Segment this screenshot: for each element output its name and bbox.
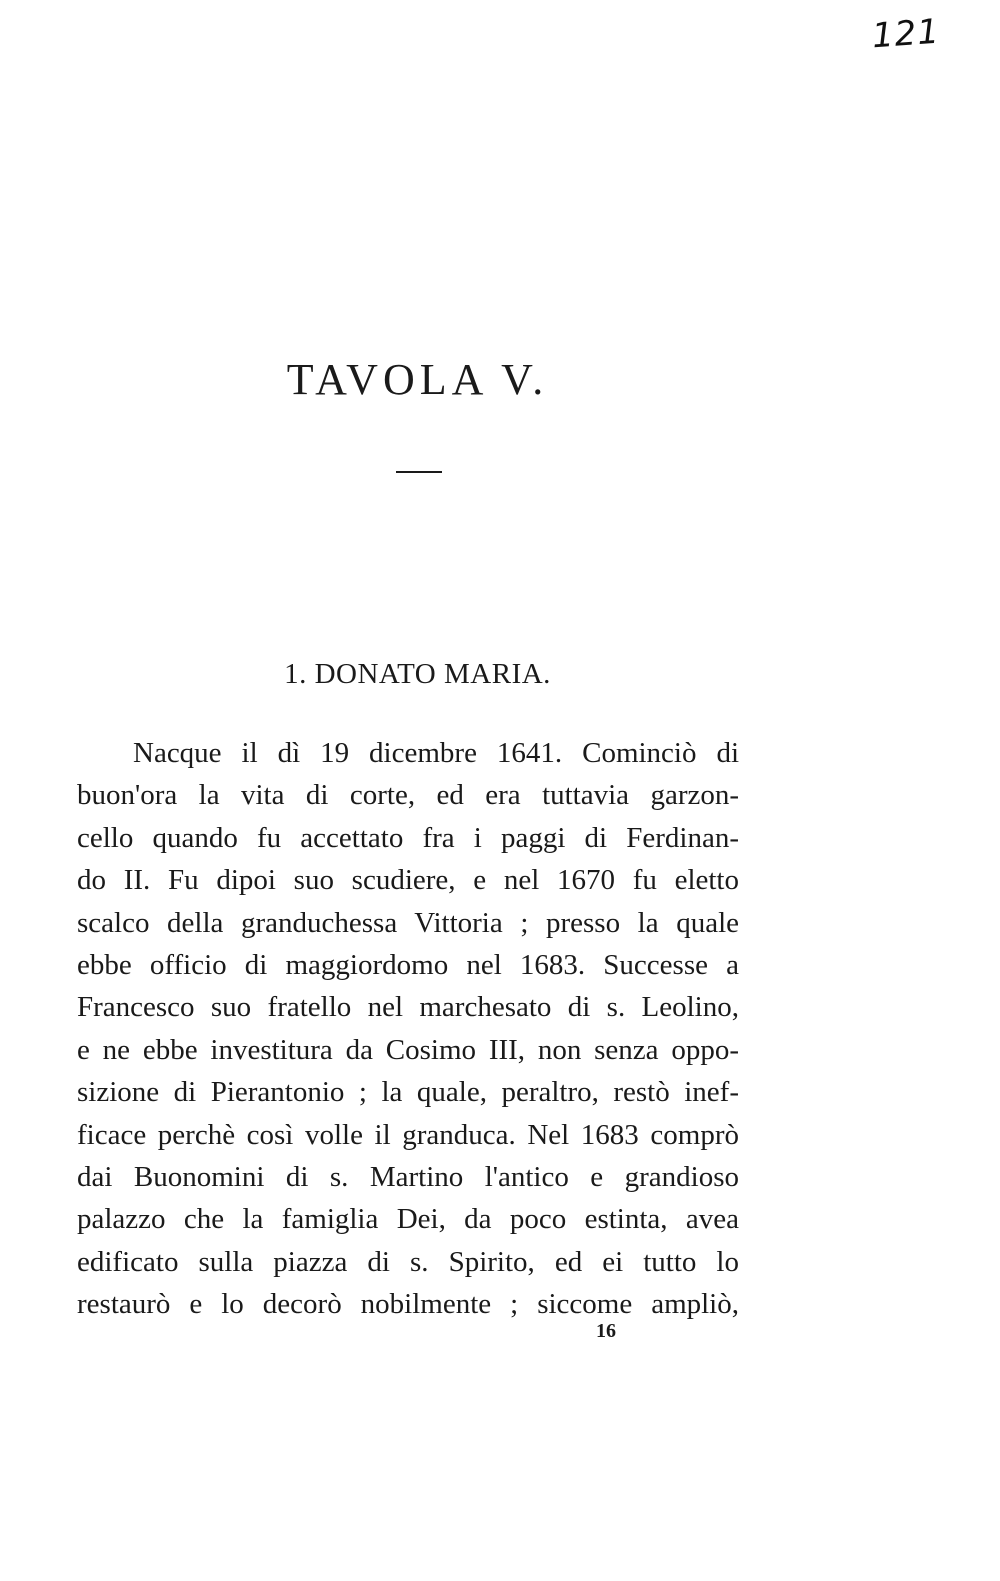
plate-title: TAVOLA V. [286, 355, 549, 404]
body-line: ebbe officio di maggiordomo nel 1683. Successe a [77, 948, 739, 981]
body-line: do II. Fu dipoi suo scudiere, e nel 1670 fu eletto [77, 864, 739, 897]
body-line: cello quando fu accettato fra i paggi di Ferdinan- [77, 821, 739, 854]
body-line: edificato sulla piazza di s. Spirito, ed ei tutto lo [77, 1245, 739, 1278]
body-line: Nacque il dì 19 dicembre 1641. Cominciò di [133, 737, 739, 769]
body-line: e ne ebbe investitura da Cosimo III, non senza oppo- [77, 1033, 739, 1066]
body-line: restaurò e lo decorò nobilmente ; siccome ampliò, [77, 1288, 739, 1321]
handwritten-folio-number: 121 [870, 11, 942, 57]
body-line: ficace perchè così volle il granduca. Nel 1683 comprò [77, 1118, 739, 1151]
body-paragraph [77, 732, 739, 1325]
body-line: buon'ora la vita di corte, ed era tuttavia garzon- [77, 779, 739, 812]
title-divider [396, 471, 442, 473]
body-line: dai Buonomini di s. Martino l'antico e grandioso [77, 1160, 739, 1193]
page-number: 16 [596, 1320, 616, 1342]
body-line: Francesco suo fratello nel marchesato di s. Leolino, [77, 991, 739, 1024]
body-line: sizione di Pierantonio ; la quale, peraltro, restò inef- [77, 1076, 739, 1109]
body-line: scalco della granduchessa Vittoria ; presso la quale [77, 906, 739, 939]
section-heading: 1. DONATO MARIA. [284, 658, 551, 690]
body-line: palazzo che la famiglia Dei, da poco estinta, avea [77, 1203, 739, 1236]
